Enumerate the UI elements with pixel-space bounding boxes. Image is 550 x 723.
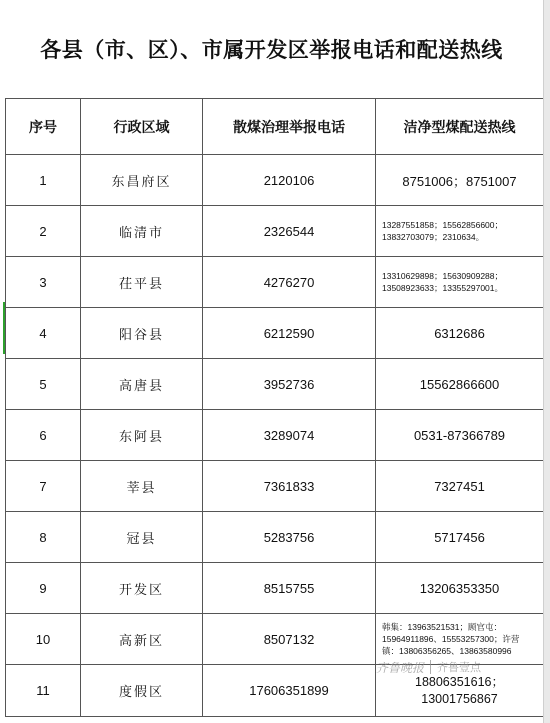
table-row xyxy=(6,257,544,308)
cell-report-phone[interactable]: 4276270 xyxy=(203,257,376,308)
watermark-divider xyxy=(430,660,431,674)
cell-delivery-hotline[interactable] xyxy=(376,206,544,257)
cell-index[interactable]: 8 xyxy=(6,512,81,563)
cell-report-phone[interactable]: 3289074 xyxy=(203,410,376,461)
header-report-phone[interactable]: 散煤治理举报电话 xyxy=(203,99,376,155)
page-title: 各县（市、区）、市属开发区举报电话和配送热线 xyxy=(40,38,503,62)
cell-index[interactable]: 3 xyxy=(6,257,81,308)
cell-delivery-hotline[interactable]: 5717456 xyxy=(376,512,544,563)
hotline-line: 韩集：13963521531；顾官屯： xyxy=(382,622,503,632)
cell-report-phone[interactable]: 2326544 xyxy=(203,206,376,257)
cell-index[interactable]: 6 xyxy=(6,410,81,461)
header-delivery-hotline[interactable]: 洁净型煤配送热线 xyxy=(376,99,544,155)
row-selection-marker xyxy=(3,302,5,354)
cell-region[interactable]: 莘县 xyxy=(81,461,203,512)
cell-region[interactable]: 茌平县 xyxy=(81,257,203,308)
table-row xyxy=(6,410,544,461)
cell-index[interactable]: 5 xyxy=(6,359,81,410)
cell-region[interactable]: 东阿县 xyxy=(81,410,203,461)
cell-delivery-hotline[interactable]: 7327451 xyxy=(376,461,544,512)
cell-index[interactable]: 2 xyxy=(6,206,81,257)
cell-region[interactable]: 度假区 xyxy=(81,665,203,717)
hotline-line: 13001756867 xyxy=(421,691,498,706)
hotline-line: 18806351616； xyxy=(415,674,504,689)
watermark-right: 齐鲁壹点 xyxy=(437,661,482,674)
cell-index[interactable]: 10 xyxy=(6,614,81,665)
watermark xyxy=(376,656,526,678)
hotline-line: 镇：13806356265、13863580996 xyxy=(382,646,512,656)
cell-index[interactable]: 4 xyxy=(6,308,81,359)
table-row xyxy=(6,461,544,512)
table-header-row xyxy=(6,99,544,155)
table-row xyxy=(6,359,544,410)
cell-report-phone[interactable]: 5283756 xyxy=(203,512,376,563)
cell-index[interactable]: 7 xyxy=(6,461,81,512)
cell-report-phone[interactable]: 2120106 xyxy=(203,155,376,206)
table-row xyxy=(6,563,544,614)
hotline-line: 13310629898；15630909288； xyxy=(382,271,504,281)
cell-index[interactable]: 1 xyxy=(6,155,81,206)
hotline-table xyxy=(5,98,544,717)
cell-delivery-hotline[interactable]: 8751006；8751007 xyxy=(376,155,544,206)
cell-report-phone[interactable]: 8507132 xyxy=(203,614,376,665)
cell-report-phone[interactable]: 7361833 xyxy=(203,461,376,512)
header-index[interactable]: 序号 xyxy=(6,99,81,155)
cell-delivery-hotline[interactable]: 6312686 xyxy=(376,308,544,359)
cell-region[interactable]: 高唐县 xyxy=(81,359,203,410)
cell-region[interactable]: 开发区 xyxy=(81,563,203,614)
hotline-line: 13832703079；2310634。 xyxy=(382,232,485,242)
table-row xyxy=(6,512,544,563)
cell-delivery-hotline[interactable]: 15562866600 xyxy=(376,359,544,410)
cell-report-phone[interactable]: 3952736 xyxy=(203,359,376,410)
table-row xyxy=(6,206,544,257)
hotline-line: 15964911896、15553257300；许营 xyxy=(382,634,520,644)
cell-delivery-hotline[interactable]: 0531-87366789 xyxy=(376,410,544,461)
cell-report-phone[interactable]: 8515755 xyxy=(203,563,376,614)
cell-region[interactable]: 临清市 xyxy=(81,206,203,257)
cell-index[interactable]: 9 xyxy=(6,563,81,614)
cell-region[interactable]: 高新区 xyxy=(81,614,203,665)
table-row xyxy=(6,308,544,359)
cell-delivery-hotline[interactable] xyxy=(376,257,544,308)
cell-region[interactable]: 冠县 xyxy=(81,512,203,563)
cell-region[interactable]: 东昌府区 xyxy=(81,155,203,206)
header-region[interactable]: 行政区域 xyxy=(81,99,203,155)
cell-report-phone[interactable]: 17606351899 xyxy=(203,665,376,717)
table-row xyxy=(6,155,544,206)
watermark-left: 齐鲁晚报 xyxy=(376,660,425,675)
cell-index[interactable]: 11 xyxy=(6,665,81,717)
cell-report-phone[interactable]: 6212590 xyxy=(203,308,376,359)
cell-delivery-hotline[interactable]: 13206353350 xyxy=(376,563,544,614)
hotline-line: 13287551858；15562856600； xyxy=(382,220,504,230)
cell-region[interactable]: 阳谷县 xyxy=(81,308,203,359)
scrollbar-gutter[interactable] xyxy=(543,0,550,723)
hotline-line: 13508923633；13355297001。 xyxy=(382,283,504,293)
